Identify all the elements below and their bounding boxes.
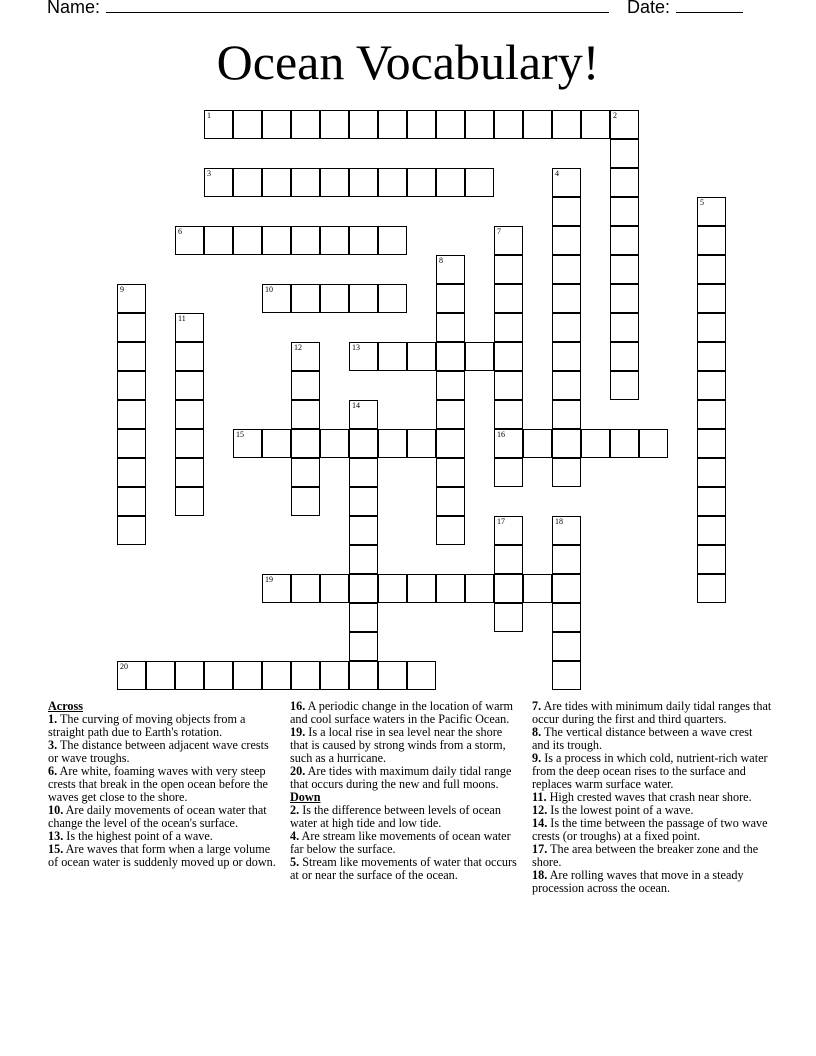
grid-cell[interactable] bbox=[465, 574, 494, 603]
grid-cell[interactable] bbox=[175, 371, 204, 400]
clue-across-10: 10. Are daily movements of ocean water that change the level of the ocean's surface. bbox=[48, 803, 267, 830]
cell-number: 20 bbox=[120, 662, 128, 671]
grid-cell[interactable] bbox=[175, 342, 204, 371]
grid-cell[interactable] bbox=[204, 661, 233, 690]
cell-number: 5 bbox=[700, 198, 704, 207]
grid-cell[interactable] bbox=[552, 197, 581, 226]
grid-cell[interactable] bbox=[581, 429, 610, 458]
grid-cell[interactable] bbox=[349, 458, 378, 487]
grid-cell[interactable] bbox=[494, 429, 523, 458]
grid-cell[interactable] bbox=[494, 574, 523, 603]
cell-number: 2 bbox=[613, 111, 617, 120]
grid-cell[interactable] bbox=[175, 487, 204, 516]
grid-cell[interactable] bbox=[552, 342, 581, 371]
grid-cell[interactable] bbox=[291, 574, 320, 603]
grid-cell[interactable] bbox=[117, 661, 146, 690]
clue-across-13: 13. Is the highest point of a wave. bbox=[48, 829, 213, 843]
clue-across-19: 19. Is a local rise in sea level near the shore that is caused by strong winds from a storm, such as a hurricane. bbox=[290, 725, 506, 765]
cell-number: 12 bbox=[294, 343, 302, 352]
cell-number: 13 bbox=[352, 343, 360, 352]
clue-down-14: 14. Is the time between the passage of two wave crests (or troughs) at a fixed point. bbox=[532, 816, 768, 843]
grid-cell[interactable] bbox=[697, 429, 726, 458]
name-label: Name: bbox=[47, 0, 101, 17]
grid-cell[interactable] bbox=[407, 168, 436, 197]
grid-cell[interactable] bbox=[349, 516, 378, 545]
grid-cell[interactable] bbox=[610, 371, 639, 400]
grid-cell[interactable] bbox=[233, 226, 262, 255]
grid-cell[interactable] bbox=[494, 516, 523, 545]
grid-cell[interactable] bbox=[552, 603, 581, 632]
grid-cell[interactable] bbox=[465, 342, 494, 371]
grid-cell[interactable] bbox=[494, 545, 523, 574]
grid-cell[interactable] bbox=[175, 400, 204, 429]
cell-number: 3 bbox=[207, 169, 211, 178]
grid-cell[interactable] bbox=[291, 371, 320, 400]
down-heading: Down bbox=[290, 790, 321, 804]
clue-down-7: 7. Are tides with minimum daily tidal ranges that occur during the first and third quarters. bbox=[532, 699, 772, 726]
grid-cell[interactable] bbox=[494, 371, 523, 400]
clue-across-6: 6. Are white, foaming waves with very steep crests that break in the open ocean before the waves get close to the shore. bbox=[48, 764, 268, 804]
grid-cell[interactable] bbox=[494, 226, 523, 255]
grid-cell[interactable] bbox=[697, 313, 726, 342]
grid-cell[interactable] bbox=[436, 487, 465, 516]
cell-number: 15 bbox=[236, 430, 244, 439]
cell-number: 16 bbox=[497, 430, 505, 439]
grid-cell[interactable] bbox=[233, 661, 262, 690]
grid-cell[interactable] bbox=[117, 429, 146, 458]
grid-cell[interactable] bbox=[552, 516, 581, 545]
cell-number: 10 bbox=[265, 285, 273, 294]
grid-cell[interactable] bbox=[262, 168, 291, 197]
grid-cell[interactable] bbox=[552, 110, 581, 139]
grid-cell[interactable] bbox=[610, 255, 639, 284]
grid-cell[interactable] bbox=[697, 197, 726, 226]
date-label: Date: bbox=[627, 0, 671, 17]
grid-cell[interactable] bbox=[552, 632, 581, 661]
cell-number: 7 bbox=[497, 227, 501, 236]
clue-down-4: 4. Are stream like movements of ocean water far below the surface. bbox=[290, 829, 511, 856]
clue-down-8: 8. The vertical distance between a wave crest and its trough. bbox=[532, 725, 753, 752]
cell-number: 11 bbox=[178, 314, 186, 323]
grid-cell[interactable] bbox=[146, 661, 175, 690]
grid-cell[interactable] bbox=[697, 284, 726, 313]
grid-cell[interactable] bbox=[349, 400, 378, 429]
grid-cell[interactable] bbox=[610, 139, 639, 168]
cell-number: 14 bbox=[352, 401, 360, 410]
grid-cell[interactable] bbox=[320, 226, 349, 255]
grid-cell[interactable] bbox=[349, 429, 378, 458]
grid-cell[interactable] bbox=[436, 110, 465, 139]
grid-cell[interactable] bbox=[610, 284, 639, 313]
grid-cell[interactable] bbox=[117, 342, 146, 371]
grid-cell[interactable] bbox=[378, 661, 407, 690]
cell-number: 8 bbox=[439, 256, 443, 265]
grid-cell[interactable] bbox=[436, 458, 465, 487]
grid-cell[interactable] bbox=[436, 516, 465, 545]
grid-cell[interactable] bbox=[697, 458, 726, 487]
cell-number: 9 bbox=[120, 285, 124, 294]
clue-across-15: 15. Are waves that form when a large volume of ocean water is suddenly moved up or down. bbox=[48, 842, 276, 869]
grid-cell[interactable] bbox=[697, 574, 726, 603]
grid-cell[interactable] bbox=[117, 487, 146, 516]
grid-cell[interactable] bbox=[697, 545, 726, 574]
grid-cell[interactable] bbox=[233, 168, 262, 197]
grid-cell[interactable] bbox=[610, 313, 639, 342]
grid-cell[interactable] bbox=[552, 255, 581, 284]
cell-number: 17 bbox=[497, 517, 505, 526]
grid-cell[interactable] bbox=[436, 400, 465, 429]
clue-across-16: 16. A periodic change in the location of warm and cool surface waters in the Pacific Ocean. bbox=[290, 699, 514, 726]
grid-cell[interactable] bbox=[552, 429, 581, 458]
grid-cell[interactable] bbox=[291, 429, 320, 458]
grid-cell[interactable] bbox=[494, 255, 523, 284]
grid-cell[interactable] bbox=[436, 574, 465, 603]
clue-down-17: 17. The area between the breaker zone and the shore. bbox=[532, 842, 759, 869]
grid-cell[interactable] bbox=[378, 284, 407, 313]
cell-number: 1 bbox=[207, 111, 211, 120]
grid-cell[interactable] bbox=[552, 400, 581, 429]
grid-cell[interactable] bbox=[436, 284, 465, 313]
grid-cell[interactable] bbox=[175, 226, 204, 255]
grid-cell[interactable] bbox=[291, 168, 320, 197]
grid-cell[interactable] bbox=[291, 110, 320, 139]
grid-cell[interactable] bbox=[378, 168, 407, 197]
clue-down-5: 5. Stream like movements of water that occurs at or near the surface of the ocean. bbox=[290, 855, 517, 882]
grid-cell[interactable] bbox=[349, 487, 378, 516]
clue-across-1: 1. The curving of moving objects from a straight path due to Earth's rotation. bbox=[48, 712, 246, 739]
grid-cell[interactable] bbox=[552, 313, 581, 342]
grid-cell[interactable] bbox=[204, 168, 233, 197]
grid-cell[interactable] bbox=[117, 371, 146, 400]
grid-cell[interactable] bbox=[349, 603, 378, 632]
grid-cell[interactable] bbox=[610, 197, 639, 226]
grid-cell[interactable] bbox=[204, 226, 233, 255]
grid-cell[interactable] bbox=[407, 342, 436, 371]
grid-cell[interactable] bbox=[378, 342, 407, 371]
clue-column-2 bbox=[290, 700, 522, 882]
grid-cell[interactable] bbox=[552, 226, 581, 255]
grid-cell[interactable] bbox=[494, 603, 523, 632]
grid-cell[interactable] bbox=[291, 226, 320, 255]
grid-cell[interactable] bbox=[378, 574, 407, 603]
grid-cell[interactable] bbox=[610, 429, 639, 458]
grid-cell[interactable] bbox=[378, 110, 407, 139]
grid-cell[interactable] bbox=[697, 342, 726, 371]
grid-cell[interactable] bbox=[494, 458, 523, 487]
cell-number: 6 bbox=[178, 227, 182, 236]
grid-cell[interactable] bbox=[697, 371, 726, 400]
grid-cell[interactable] bbox=[320, 661, 349, 690]
grid-cell[interactable] bbox=[552, 661, 581, 690]
grid-cell[interactable] bbox=[610, 168, 639, 197]
grid-cell[interactable] bbox=[552, 545, 581, 574]
grid-cell[interactable] bbox=[697, 255, 726, 284]
clue-down-2: 2. Is the difference between levels of ocean water at high tide and low tide. bbox=[290, 803, 501, 830]
grid-cell[interactable] bbox=[175, 661, 204, 690]
grid-cell[interactable] bbox=[610, 110, 639, 139]
grid-cell[interactable] bbox=[320, 574, 349, 603]
grid-cell[interactable] bbox=[494, 342, 523, 371]
grid-cell[interactable] bbox=[320, 284, 349, 313]
grid-cell[interactable] bbox=[552, 371, 581, 400]
grid-cell[interactable] bbox=[523, 429, 552, 458]
grid-cell[interactable] bbox=[291, 458, 320, 487]
grid-cell[interactable] bbox=[291, 284, 320, 313]
grid-cell[interactable] bbox=[349, 545, 378, 574]
grid-cell[interactable] bbox=[117, 313, 146, 342]
cell-number: 19 bbox=[265, 575, 273, 584]
grid-cell[interactable] bbox=[233, 429, 262, 458]
grid-cell[interactable] bbox=[378, 429, 407, 458]
grid-cell[interactable] bbox=[436, 168, 465, 197]
grid-cell[interactable] bbox=[610, 342, 639, 371]
clue-column-3 bbox=[532, 700, 772, 895]
grid-cell[interactable] bbox=[349, 342, 378, 371]
grid-cell[interactable] bbox=[349, 574, 378, 603]
grid-cell[interactable] bbox=[552, 284, 581, 313]
grid-cell[interactable] bbox=[117, 516, 146, 545]
grid-cell[interactable] bbox=[117, 284, 146, 313]
grid-cell[interactable] bbox=[436, 313, 465, 342]
clue-down-18: 18. Are rolling waves that move in a steady procession across the ocean. bbox=[532, 868, 744, 895]
grid-cell[interactable] bbox=[175, 429, 204, 458]
grid-cell[interactable] bbox=[262, 574, 291, 603]
grid-cell[interactable] bbox=[523, 110, 552, 139]
grid-cell[interactable] bbox=[581, 110, 610, 139]
grid-cell[interactable] bbox=[262, 226, 291, 255]
clue-down-11: 11. High crested waves that crash near shore. bbox=[532, 790, 752, 804]
grid-cell[interactable] bbox=[291, 661, 320, 690]
grid-cell[interactable] bbox=[552, 168, 581, 197]
grid-cell[interactable] bbox=[320, 429, 349, 458]
grid-cell[interactable] bbox=[262, 284, 291, 313]
grid-cell[interactable] bbox=[262, 661, 291, 690]
page-title: Ocean Vocabulary! bbox=[216, 34, 600, 90]
grid-cell[interactable] bbox=[117, 458, 146, 487]
grid-cell[interactable] bbox=[494, 110, 523, 139]
grid-cell[interactable] bbox=[407, 661, 436, 690]
grid-cell[interactable] bbox=[436, 255, 465, 284]
clue-column-1 bbox=[48, 700, 280, 869]
grid-cell[interactable] bbox=[494, 284, 523, 313]
grid-cell[interactable] bbox=[262, 429, 291, 458]
grid-cell[interactable] bbox=[436, 371, 465, 400]
grid-cell[interactable] bbox=[697, 487, 726, 516]
clue-down-12: 12. Is the lowest point of a wave. bbox=[532, 803, 694, 817]
grid-cell[interactable] bbox=[494, 313, 523, 342]
grid-cell[interactable] bbox=[349, 168, 378, 197]
grid-cell[interactable] bbox=[697, 400, 726, 429]
clue-down-9: 9. Is a process in which cold, nutrient-rich water from the deep ocean rises to the surface and replaces warm surface water. bbox=[532, 751, 768, 791]
cell-number: 18 bbox=[555, 517, 563, 526]
grid-cell[interactable] bbox=[349, 226, 378, 255]
grid-cell[interactable] bbox=[175, 458, 204, 487]
grid-cell[interactable] bbox=[407, 110, 436, 139]
grid-cell[interactable] bbox=[204, 110, 233, 139]
grid-cell[interactable] bbox=[175, 313, 204, 342]
grid-cell[interactable] bbox=[117, 400, 146, 429]
grid-cell[interactable] bbox=[262, 110, 291, 139]
grid-cell[interactable] bbox=[349, 661, 378, 690]
grid-cell[interactable] bbox=[378, 226, 407, 255]
grid-cell[interactable] bbox=[494, 400, 523, 429]
grid-cell[interactable] bbox=[465, 168, 494, 197]
grid-cell[interactable] bbox=[233, 110, 262, 139]
grid-cell[interactable] bbox=[407, 574, 436, 603]
across-heading: Across bbox=[48, 699, 83, 713]
grid-cell[interactable] bbox=[523, 574, 552, 603]
clue-across-20: 20. Are tides with maximum daily tidal range that occurs during the new and full moons. bbox=[290, 764, 512, 791]
grid-cell[interactable] bbox=[436, 342, 465, 371]
grid-cell[interactable] bbox=[697, 226, 726, 255]
grid-cell[interactable] bbox=[436, 429, 465, 458]
grid-cell[interactable] bbox=[639, 429, 668, 458]
grid-cell[interactable] bbox=[349, 632, 378, 661]
grid-cell[interactable] bbox=[320, 110, 349, 139]
grid-cell[interactable] bbox=[291, 400, 320, 429]
grid-cell[interactable] bbox=[291, 342, 320, 371]
cell-number: 4 bbox=[555, 169, 559, 178]
grid-cell[interactable] bbox=[552, 574, 581, 603]
grid-cell[interactable] bbox=[465, 110, 494, 139]
clue-across-3: 3. The distance between adjacent wave crests or wave troughs. bbox=[48, 738, 269, 765]
grid-cell[interactable] bbox=[697, 516, 726, 545]
grid-cell[interactable] bbox=[320, 168, 349, 197]
grid-cell[interactable] bbox=[349, 284, 378, 313]
grid-cell[interactable] bbox=[349, 110, 378, 139]
grid-cell[interactable] bbox=[552, 458, 581, 487]
grid-cell[interactable] bbox=[291, 487, 320, 516]
grid-cell[interactable] bbox=[407, 429, 436, 458]
grid-cell[interactable] bbox=[610, 226, 639, 255]
